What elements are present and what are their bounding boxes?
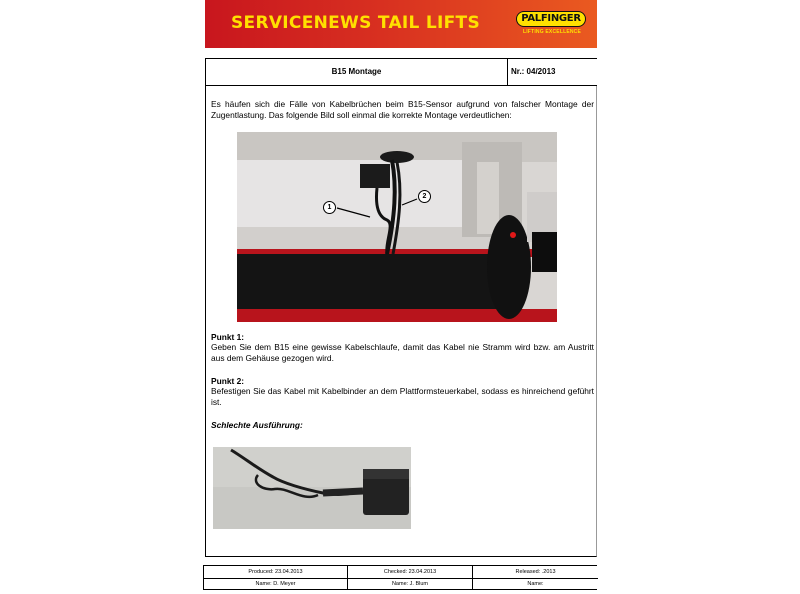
document-number: Nr.: 04/2013 xyxy=(511,67,556,76)
bad-installation-heading: Schlechte Ausführung: xyxy=(211,420,303,430)
callout-2: 2 xyxy=(418,190,431,203)
header-banner xyxy=(205,0,597,48)
point2-text: Befestigen Sie das Kabel mit Kabelbinder an dem Plattformsteuerkabel, sodass es hinreichend geführt ist. xyxy=(211,386,594,407)
checked-date: Checked: 23.04.2013 xyxy=(348,566,473,578)
document-body xyxy=(205,86,597,557)
released-name: Name: xyxy=(527,581,544,587)
document-subject: B15 Montage xyxy=(206,59,508,85)
checked-name: Name: J. Blum xyxy=(348,578,473,590)
logo-tagline: LIFTING EXCELLENCE xyxy=(522,29,582,35)
footer-row-names xyxy=(204,578,598,590)
palfinger-logo: PALFINGER xyxy=(516,11,586,27)
point1-heading: Punkt 1: xyxy=(211,332,245,342)
point1-text: Geben Sie dem B15 eine gewisse Kabelschlaufe, damit das Kabel nie Stramm wird bzw. am Austritt aus dem Gehäuse gezogen wird. xyxy=(211,342,594,363)
released-date: Released: .2013 xyxy=(515,569,556,575)
callout-1: 1 xyxy=(323,201,336,214)
bad-installation-photo xyxy=(213,447,411,529)
produced-date: Produced: 23.04.2013 xyxy=(204,566,348,578)
document-header-row xyxy=(205,58,597,86)
banner-title: SERVICENEWS TAIL LIFTS xyxy=(231,13,480,33)
point2-heading: Punkt 2: xyxy=(211,376,245,386)
produced-name: Name: D. Meyer xyxy=(204,578,348,590)
intro-paragraph: Es häufen sich die Fälle von Kabelbrüchen beim B15-Sensor aufgrund von falscher Montage der Zugentlastung. Das folgende Bild soll einmal die korrekte Montage verdeutlichen: xyxy=(211,99,594,120)
footer-table xyxy=(203,565,597,590)
correct-installation-photo xyxy=(237,132,557,322)
